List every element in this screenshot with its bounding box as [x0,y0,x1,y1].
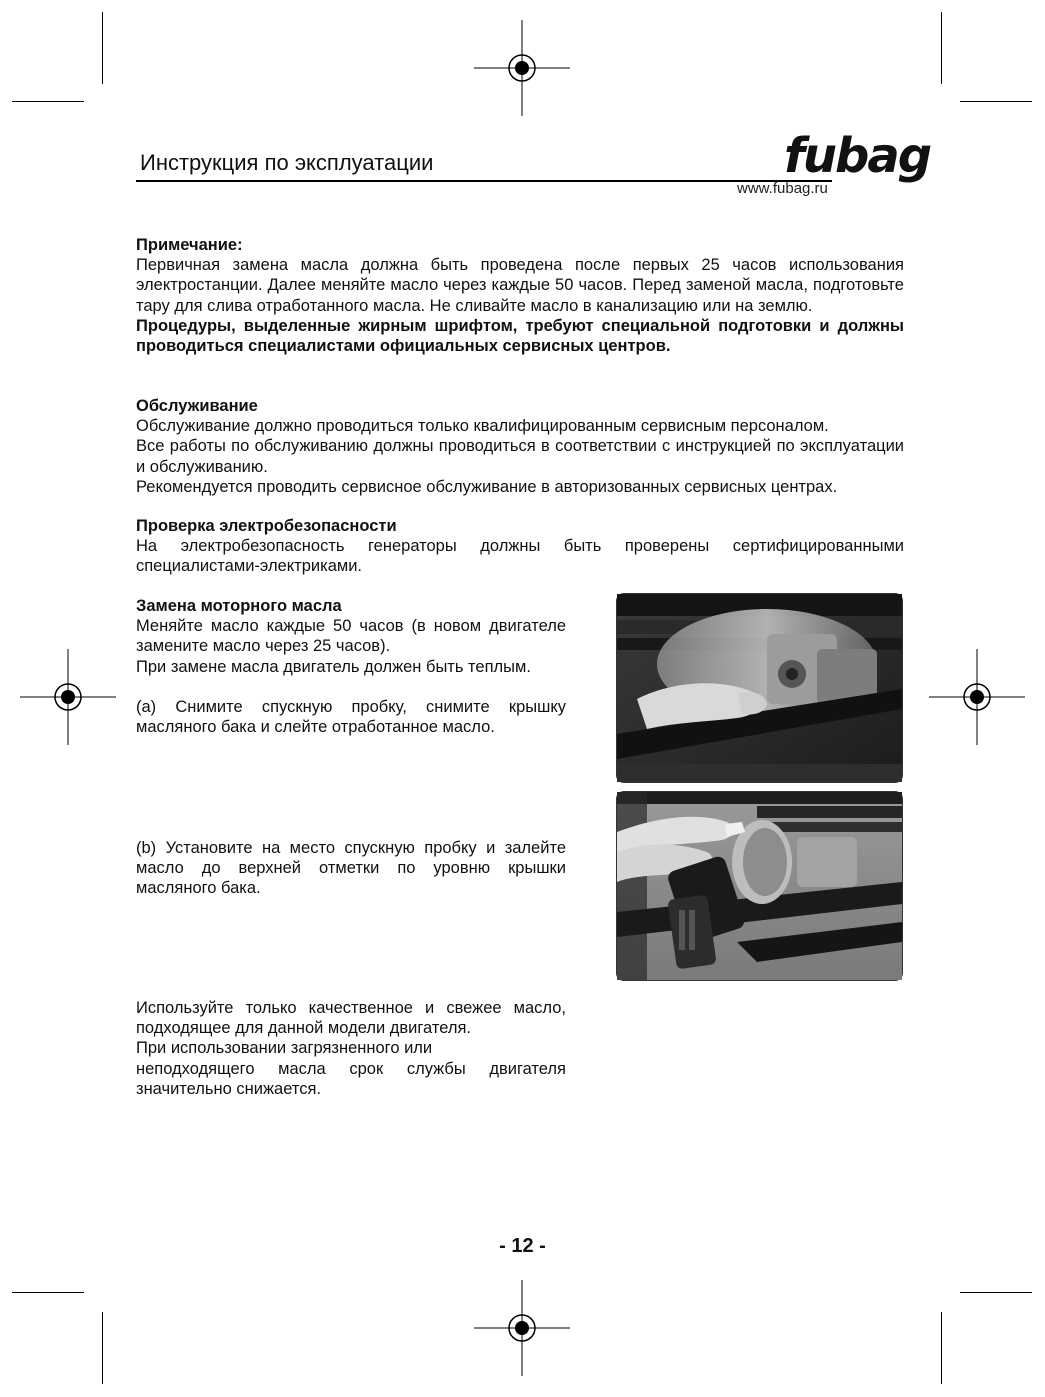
svg-text:fubag: fubag [784,128,931,184]
note-bold-text: Процедуры, выделенные жирным шрифтом, требуют специальной подготовки и должны проводиться специалистами официальных сервисных центров. [136,316,904,356]
safety-text: На электробезопасность генераторы должны быть проверены сертифицированными специалистами-электриками. [136,537,904,576]
step-a-text: (а) Снимите спускную пробку, снимите крышку масляного бака и слейте отработанное масло. [136,698,566,737]
registration-mark-bottom-icon [472,1278,572,1378]
crop-mark-bl-h [12,1292,84,1293]
website-url: www.fubag.ru [737,180,828,197]
header-divider [136,180,832,182]
oil-section [136,596,566,677]
registration-mark-right-icon [927,647,1027,747]
quality-text-3: неподходящего масла срок службы двигателя значительно снижается. [136,1059,566,1098]
crop-mark-tl-v [102,12,103,84]
quality-text-2: При использовании загрязненного или [136,1039,433,1058]
step-b [136,838,566,899]
oil-intro: Меняйте масло каждые 50 часов (в новом двигателе замените масло через 25 часов). [136,617,566,656]
oil-quality-note [136,998,566,1099]
service-line: Рекомендуется проводить сервисное обслуживание в авторизованных сервисных центрах. [136,477,838,496]
crop-mark-bl-v [102,1312,103,1384]
service-section [136,396,904,497]
step-b-text: (b) Установите на место спускную пробку и залейте масло до верхней отметки по уровню крышки масляного бака. [136,839,566,898]
quality-text-1: Используйте только качественное и свежее масло, подходящее для данной модели двигателя. [136,999,566,1038]
oil-heading: Замена моторного масла [136,597,342,615]
crop-mark-tr-v [941,12,942,84]
crop-mark-tr-h [960,101,1032,102]
service-line: Все работы по обслуживанию должны проводиться в соответствии с инструкцией по эксплуатации и обслуживанию. [136,437,904,476]
note-section [136,235,904,356]
crop-mark-br-h [960,1292,1032,1293]
fubag-logo [782,126,931,186]
note-text: Первичная замена масла должна быть проведена после первых 25 часов использования электростанции. Далее меняйте масло через каждые 50 часов. Перед заменой масла, подготовьте тару для слива отработанного масла. Не сливайте масло в канализацию или на землю. [136,256,904,315]
note-heading: Примечание: [136,236,243,254]
page-header-title: Инструкция по эксплуатации [140,150,434,175]
page-number: - 12 - [499,1235,546,1257]
photo-drain-oil [616,593,903,783]
crop-mark-br-v [941,1312,942,1384]
service-heading: Обслуживание [136,397,258,415]
safety-heading: Проверка электробезопасности [136,517,397,535]
photo-fill-oil [616,791,903,981]
registration-mark-top-icon [472,18,572,118]
oil-warm-note: При замене масла двигатель должен быть теплым. [136,657,531,676]
service-line: Обслуживание должно проводиться только квалифицированным сервисным персоналом. [136,417,829,436]
crop-mark-tl-h [12,101,84,102]
safety-section [136,516,904,577]
step-a [136,697,566,737]
registration-mark-left-icon [18,647,118,747]
